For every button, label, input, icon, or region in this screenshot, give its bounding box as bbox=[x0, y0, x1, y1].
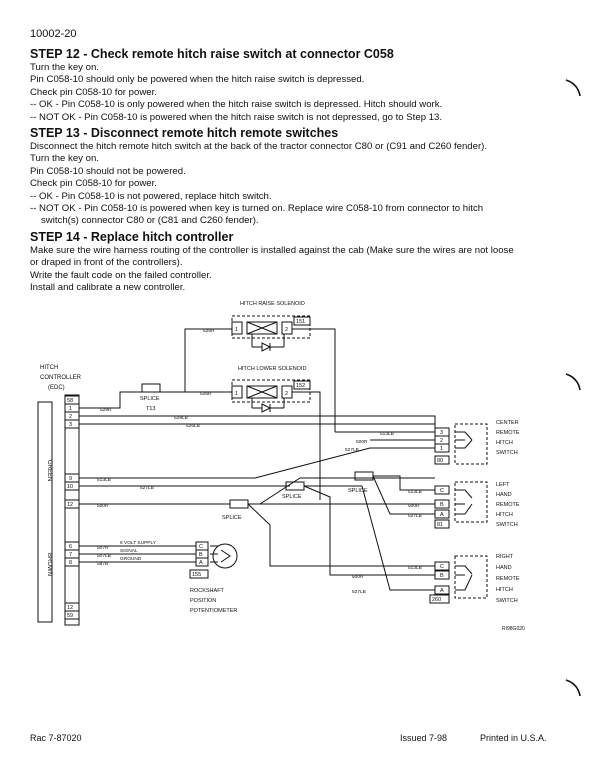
splice-500r bbox=[355, 472, 373, 480]
footer-doc-number: Rac 7-87020 bbox=[30, 733, 82, 743]
hitch-raise-solenoid bbox=[232, 301, 310, 351]
step-14-line: or draped in front of the controllers). bbox=[30, 257, 183, 269]
pin-label: 3 bbox=[69, 422, 73, 428]
wire-label: 527LB bbox=[408, 514, 422, 519]
step-14-line: Install and calibrate a new controller. bbox=[30, 282, 186, 294]
pin-label: 12 bbox=[67, 502, 74, 508]
sensor-label: POTENTIOMETER bbox=[190, 608, 238, 614]
wire-label: 587B bbox=[97, 562, 109, 567]
step-13-line: switch(s) connector C80 or (C81 and C260 fender). bbox=[41, 215, 259, 227]
pin-label: A bbox=[440, 588, 444, 594]
pin-label: 7 bbox=[69, 552, 73, 558]
pin-label: 59 bbox=[67, 613, 74, 619]
wire-label: 526R bbox=[200, 392, 212, 397]
step-13-line: -- NOT OK - Pin C058-10 is powered when key is turned on. Replace wire C058-10 from connector to hitch bbox=[30, 203, 484, 215]
step-14-line: Make sure the wire harness routing of the controller is installed against the cab (Make sure the wires are not loose bbox=[30, 244, 514, 256]
connector-number: 155 bbox=[192, 572, 202, 578]
pin-label: 2 bbox=[69, 414, 73, 420]
splice-513lb bbox=[230, 500, 248, 508]
pin-label: C bbox=[440, 564, 444, 570]
pin-label: B bbox=[440, 502, 444, 508]
pin-label: 58 bbox=[67, 398, 74, 404]
sensor-label: POSITION bbox=[190, 598, 217, 604]
wire-label: 527LB bbox=[345, 448, 359, 453]
document-id: 10002-20 bbox=[30, 28, 77, 40]
switch-label: HAND bbox=[496, 565, 512, 571]
switch-label: SWITCH bbox=[496, 522, 518, 528]
wire-label: 507LB bbox=[97, 554, 111, 559]
pin-label: A bbox=[199, 560, 203, 566]
figure-code: RI98G020 bbox=[502, 626, 525, 632]
switch-label: RIGHT bbox=[496, 554, 514, 560]
wire-label: 500R bbox=[97, 504, 109, 509]
brown-label: BROWN bbox=[46, 553, 52, 576]
controller-label: (EDC) bbox=[48, 385, 65, 391]
wire-label: 513LB bbox=[408, 566, 422, 571]
wire-label: 513LB bbox=[408, 490, 422, 495]
step-12-line: -- OK - Pin C058-10 is only powered when the hitch raise switch is depressed. Hitch should work. bbox=[30, 99, 443, 111]
switch-label: HITCH bbox=[496, 512, 513, 518]
pin-label: 2 bbox=[440, 438, 444, 444]
splice-t13 bbox=[142, 384, 160, 392]
step-13-title: STEP 13 - Disconnect remote hitch remote switches bbox=[30, 126, 339, 141]
pin-label: 12 bbox=[67, 605, 74, 611]
step-12-line: Check pin C058-10 for power. bbox=[30, 86, 157, 98]
wire-label: 527LB bbox=[352, 590, 366, 595]
wire-label: 527LB bbox=[140, 486, 154, 491]
switch-label: CENTER bbox=[496, 420, 519, 426]
pin-label: A bbox=[440, 512, 444, 518]
switch-label: SWITCH bbox=[496, 450, 518, 456]
signal-label: 8 VOLT SUPPLY bbox=[120, 541, 156, 546]
switch-label: SWITCH bbox=[496, 598, 518, 604]
center-remote-switch bbox=[435, 420, 520, 464]
wire-label: 513LB bbox=[97, 478, 111, 483]
wire-label: 500R bbox=[352, 575, 364, 580]
wire-label: 528LB bbox=[174, 416, 188, 421]
step-14-line: Write the fault code on the failed controller. bbox=[30, 269, 212, 281]
wire-label: 526R bbox=[203, 329, 215, 334]
connector-number: 260 bbox=[432, 597, 442, 603]
wire-label: 513LB bbox=[380, 432, 394, 437]
pin-label: C bbox=[199, 544, 203, 550]
step-12-line: Pin C058-10 should only be powered when the hitch raise switch is depressed. bbox=[30, 74, 365, 86]
left-hand-remote-switch bbox=[435, 482, 520, 528]
raise-solenoid-label: HITCH RAISE SOLENOID bbox=[240, 301, 305, 307]
step-14-title: STEP 14 - Replace hitch controller bbox=[30, 229, 234, 244]
switch-label: REMOTE bbox=[496, 502, 520, 508]
step-12-line: Turn the key on. bbox=[30, 62, 99, 73]
green-label: GREEN bbox=[46, 460, 52, 482]
splice-label: SPLICE bbox=[282, 494, 302, 500]
pin-label: 1 bbox=[69, 406, 73, 412]
connector-number: 152 bbox=[296, 383, 306, 389]
pin-label: B bbox=[199, 552, 203, 558]
pin-label: 1 bbox=[440, 446, 444, 452]
splice-id: T13 bbox=[146, 406, 156, 412]
step-13-line: -- OK - Pin C058-10 is not powered, replace hitch switch. bbox=[30, 190, 272, 202]
pin-label: 3 bbox=[440, 430, 444, 436]
switch-label: HITCH bbox=[496, 587, 513, 593]
pin-label: 2 bbox=[285, 327, 289, 333]
right-hand-remote-switch bbox=[430, 554, 520, 604]
step-13-line: Check pin C058-10 for power. bbox=[30, 178, 157, 190]
step-12-title: STEP 12 - Check remote hitch raise switch at connector C058 bbox=[30, 47, 394, 61]
pin-label: 8 bbox=[69, 560, 73, 566]
rockshaft-potentiometer bbox=[190, 542, 237, 614]
splice-label: SPLICE bbox=[140, 396, 160, 402]
switch-label: LEFT bbox=[496, 482, 510, 488]
signal-label: SIGNAL bbox=[120, 549, 138, 554]
splice-label: SPLICE bbox=[222, 515, 242, 521]
switch-label: HITCH bbox=[496, 440, 513, 446]
wire-label: 500R bbox=[408, 504, 420, 509]
controller-label: HITCH bbox=[40, 365, 59, 371]
step-13-line: Turn the key on. bbox=[30, 153, 99, 165]
lower-solenoid-label: HITCH LOWER SOLENOID bbox=[238, 366, 307, 372]
footer-printed: Printed in U.S.A. bbox=[480, 733, 547, 743]
controller-label: CONTROLLER bbox=[40, 375, 82, 381]
connector-number: 80 bbox=[437, 458, 444, 464]
wire-label: 528R bbox=[100, 408, 112, 413]
pin-label: 9 bbox=[69, 476, 73, 482]
pin-label: 10 bbox=[67, 484, 74, 490]
pin-label: C bbox=[440, 488, 444, 494]
step-13-line: Disconnect the hitch remote hitch switch at the back of the tractor connector C80 or (C91 and C260 fender). bbox=[30, 141, 488, 153]
wire-label: 526LB bbox=[186, 424, 200, 429]
step-12-line: -- NOT OK - Pin C058-10 is powered when the hitch raise switch is not depressed, go to Step 13. bbox=[30, 111, 443, 123]
splice-label: SPLICE bbox=[348, 488, 368, 494]
connector-number: 81 bbox=[437, 522, 444, 528]
pin-label: 1 bbox=[235, 391, 239, 397]
footer-issued: Issued 7-98 bbox=[400, 733, 448, 743]
sensor-label: ROCKSHAFT bbox=[190, 588, 224, 594]
pin-label: 1 bbox=[235, 327, 239, 333]
step-13-line: Pin C058-10 should not be powered. bbox=[30, 165, 186, 177]
connector-number: 151 bbox=[296, 319, 306, 325]
controller-body bbox=[38, 402, 52, 622]
signal-label: GROUND bbox=[120, 557, 142, 562]
switch-label: REMOTE bbox=[496, 576, 520, 582]
pin-label: 2 bbox=[285, 391, 289, 397]
pin-label: 6 bbox=[69, 544, 73, 550]
page-edge-marks bbox=[566, 80, 580, 696]
wire-label: 507R bbox=[97, 546, 109, 551]
switch-label: HAND bbox=[496, 492, 512, 498]
hitch-controller bbox=[38, 365, 82, 625]
hitch-lower-solenoid bbox=[232, 366, 310, 412]
wire-label: 500R bbox=[356, 440, 368, 445]
switch-label: REMOTE bbox=[496, 430, 520, 436]
connector-c058 bbox=[65, 395, 79, 625]
pin-label: B bbox=[440, 573, 444, 579]
